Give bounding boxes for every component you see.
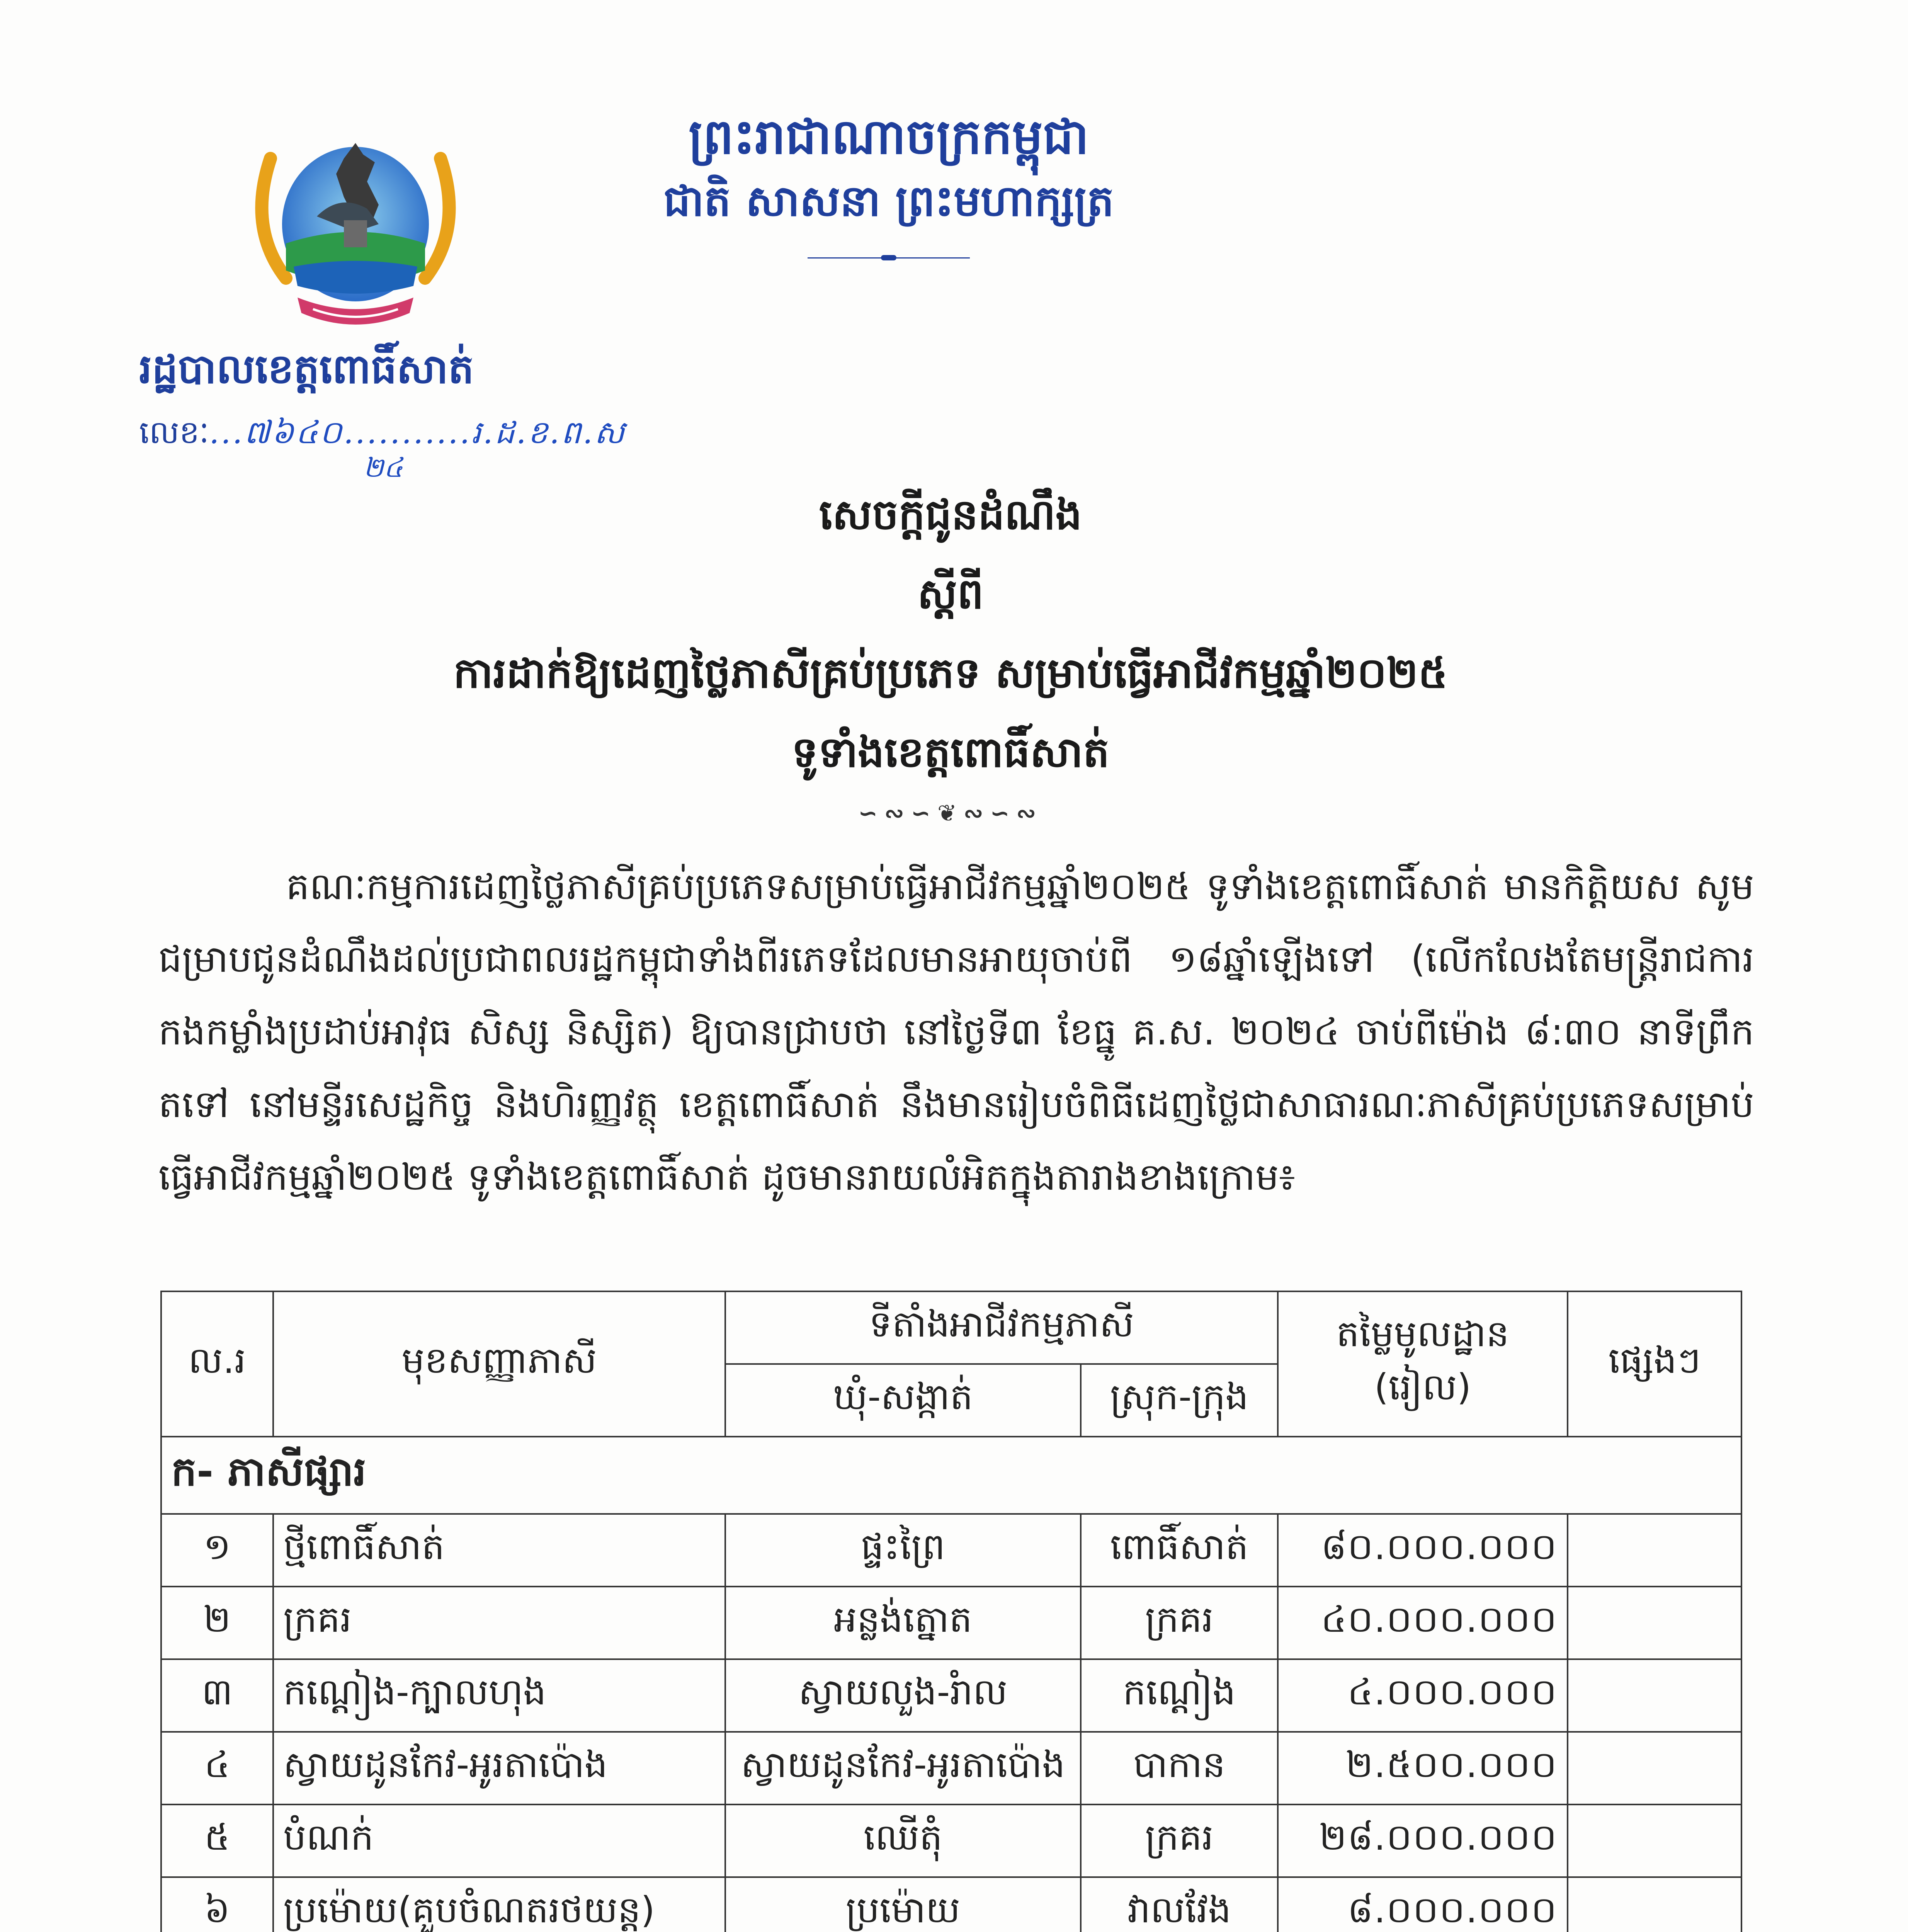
cell-price: ៨០.០០០.០០០ <box>1278 1514 1568 1587</box>
cell-name: ប្រម៉ោយ(គួបចំណតរថយន្ត) <box>273 1877 725 1932</box>
cell-price: ៤.០០០.០០០ <box>1278 1659 1568 1732</box>
cell-other <box>1568 1877 1741 1932</box>
table-row <box>161 1804 1741 1877</box>
cell-no: ៤ <box>161 1732 273 1804</box>
cell-other <box>1568 1732 1741 1804</box>
header-commune: ឃុំ-សង្កាត់ <box>725 1364 1081 1437</box>
reference-handwritten-suffix: ២៤ <box>363 452 403 483</box>
title-ornament: ∽∾∽❦∾∽∾ <box>858 800 1043 827</box>
cell-commune: ឈើតុំ <box>725 1804 1081 1877</box>
tax-collection-table <box>160 1291 1742 1932</box>
kingdom-header <box>580 104 1198 260</box>
reference-number <box>139 410 680 483</box>
title-line-2: ស្តីពី <box>917 570 984 618</box>
title-line-3: ការដាក់ឱ្យដេញថ្លៃភាសីគ្រប់ប្រភេទ សម្រាប់ធ្វើអាជីវកម្មឆ្នាំ២០២៥ <box>453 649 1448 697</box>
cell-district: បាកាន <box>1081 1732 1278 1804</box>
cell-name: ស្វាយដូនកែវ-អូរតាប៉ោង <box>273 1732 725 1804</box>
header-district: ស្រុក-ក្រុង <box>1081 1364 1278 1437</box>
cell-no: ៣ <box>161 1659 273 1732</box>
cell-other <box>1568 1804 1741 1877</box>
cell-price: ៨.០០០.០០០ <box>1278 1877 1568 1932</box>
cell-commune: ប្រម៉ោយ <box>725 1877 1081 1932</box>
table-row <box>161 1732 1741 1804</box>
header-price-label: តម្លៃមូលដ្ឋាន <box>1336 1313 1509 1355</box>
cell-other <box>1568 1659 1741 1732</box>
provincial-emblem-icon <box>240 128 471 344</box>
cell-district: វាលវែង <box>1081 1877 1278 1932</box>
cell-no: ៦ <box>161 1877 273 1932</box>
header-price <box>1278 1291 1568 1437</box>
header-divider <box>808 255 970 260</box>
cell-district: កណ្តៀង <box>1081 1659 1278 1732</box>
title-line-4: ទូទាំងខេត្តពោធិ៍សាត់ <box>791 728 1110 777</box>
cell-district: ពោធិ៍សាត់ <box>1081 1514 1278 1587</box>
table-body <box>161 1437 1741 1932</box>
cell-no: ៥ <box>161 1804 273 1877</box>
cell-name: កណ្តៀង-ក្បាលហុង <box>273 1659 725 1732</box>
table-row <box>161 1514 1741 1587</box>
header-name: មុខសញ្ញាភាសី <box>273 1291 725 1437</box>
cell-other <box>1568 1514 1741 1587</box>
table-row <box>161 1659 1741 1732</box>
cell-name: ថ្មីពោធិ៍សាត់ <box>273 1514 725 1587</box>
reference-label: លេខៈ <box>139 414 209 451</box>
cell-price: ២៨.០០០.០០០ <box>1278 1804 1568 1877</box>
cell-no: ២ <box>161 1587 273 1659</box>
cell-commune: ស្វាយលួង-រំាល <box>725 1659 1081 1732</box>
cell-price: ២.៥០០.០០០ <box>1278 1732 1568 1804</box>
cell-price: ៤០.០០០.០០០ <box>1278 1587 1568 1659</box>
cell-no: ១ <box>161 1514 273 1587</box>
cell-commune: អន្លង់ត្នោត <box>725 1587 1081 1659</box>
cell-commune: ស្វាយដូនកែវ-អូរតាប៉ោង <box>725 1732 1081 1804</box>
kingdom-title: ព្រះរាជាណាចក្រកម្ពុជា <box>689 109 1089 165</box>
kingdom-motto: ជាតិ សាសនា ព្រះមហាក្សត្រ <box>663 176 1114 226</box>
notice-title <box>216 475 1685 831</box>
cell-name: ក្រគរ <box>273 1587 725 1659</box>
cell-district: ក្រគរ <box>1081 1804 1278 1877</box>
header-no: ល.រ <box>161 1291 273 1437</box>
title-line-1: សេចក្តីជូនដំណឹង <box>819 491 1082 539</box>
table-row <box>161 1587 1741 1659</box>
notice-body: គណៈកម្មការដេញថ្លៃភាសីគ្រប់ប្រភេទសម្រាប់ធ្វើអាជីវកម្មឆ្នាំ២០២៥ ទូទាំងខេត្តពោធិ៍សាត់ មានកិត្តិយស សូមជម្រាបជូនដំណឹងដល់ប្រជាពលរដ្ឋកម្ពុជាទាំងពីរភេទដែលមានអាយុចាប់ពី ១៨ឆ្នាំឡើងទៅ (លើកលែងតែមន្ត្រីរាជការ កងកម្លាំងប្រដាប់អាវុធ សិស្ស និស្សិត) ឱ្យបានជ្រាបថា នៅថ្ងៃទី៣ ខែធ្នូ គ.ស. ២០២៤ ចាប់ពីម៉ោង ៨:៣០ នាទីព្រឹក តទៅ នៅមន្ទីរសេដ្ឋកិច្ច និងហិរញ្ញវត្ថុ ខេត្តពោធិ៍សាត់ នឹងមានរៀបចំពិធីដេញថ្លៃជាសាធារណៈភាសីគ្រប់ប្រភេទសម្រាប់ធ្វើអាជីវកម្មឆ្នាំ២០២៥ ទូទាំងខេត្តពោធិ៍សាត់ ដូចមានរាយលំអិតក្នុងតារាងខាងក្រោម៖ <box>158 865 1755 1199</box>
reference-value: ...៧៦៤០...........រ.ដ.ខ.ព.ស <box>209 414 626 451</box>
header-price-unit: (រៀល) <box>1374 1366 1471 1408</box>
cell-commune: ផ្ទះព្រៃ <box>725 1514 1081 1587</box>
table-row <box>161 1877 1741 1932</box>
cell-name: បំណក់ <box>273 1804 725 1877</box>
cell-district: ក្រគរ <box>1081 1587 1278 1659</box>
section-row <box>161 1437 1741 1514</box>
cell-other <box>1568 1587 1741 1659</box>
header-other: ផ្សេងៗ <box>1568 1291 1741 1437</box>
administration-name: រដ្ឋបាលខេត្តពោធិ៍សាត់ <box>139 345 474 393</box>
header-location: ទីតាំងអាជីវកម្មភាសី <box>725 1291 1278 1364</box>
section-title: ក- ភាសីផ្សារ <box>161 1437 1741 1514</box>
